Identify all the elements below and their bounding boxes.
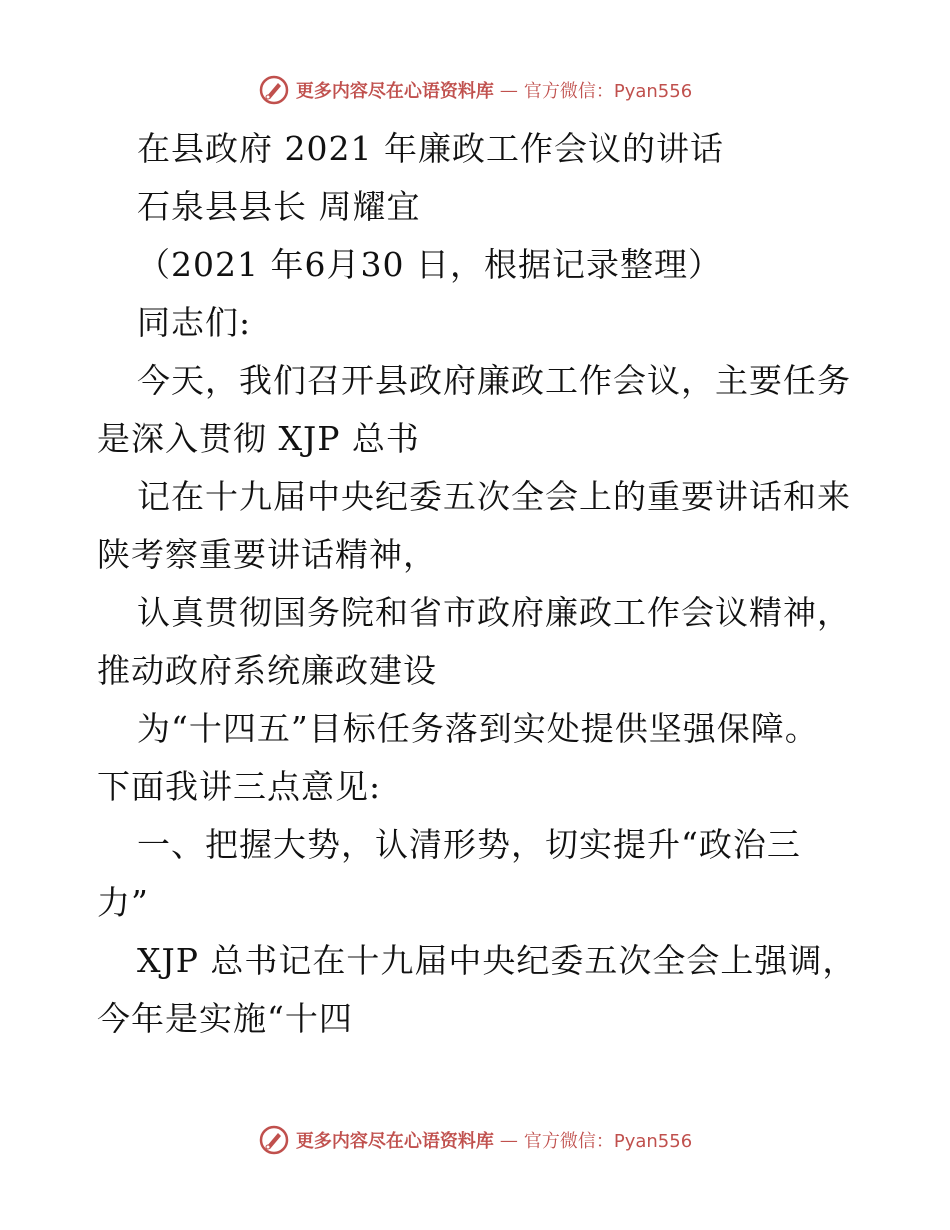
document-date-note: （2021 年6月30 日，根据记录整理） <box>137 245 722 284</box>
watermark-wechat: 官方微信：Pyan556 <box>523 1131 693 1152</box>
watermark-separator: — <box>499 79 518 101</box>
document-author: 石泉县县长 周耀宜 <box>137 187 421 226</box>
pen-circle-logo-icon <box>258 74 290 106</box>
document-body <box>97 120 867 1048</box>
paragraph-line: 推动政府系统廉政建设 <box>97 651 437 690</box>
paragraph-line: 今天，我们召开县政府廉政工作会议，主要任务 <box>137 361 851 400</box>
section-heading-cont: 力” <box>97 883 149 922</box>
paragraph-line: XJP 总书记在十九届中央纪委五次全会上强调， <box>137 941 857 980</box>
paragraph-line: 是深入贯彻 XJP 总书 <box>97 419 420 458</box>
watermark-wechat: 官方微信：Pyan556 <box>523 81 693 102</box>
paragraph-line: 今年是实施“十四 <box>97 999 353 1038</box>
section-heading: 一、把握大势，认清形势，切实提升“政治三 <box>137 825 801 864</box>
header-watermark <box>0 72 950 108</box>
pen-circle-logo-icon <box>258 1124 290 1156</box>
paragraph-line: 认真贯彻国务院和省市政府廉政工作会议精神， <box>137 593 851 632</box>
paragraph-line: 为“十四五”目标任务落到实处提供坚强保障。 <box>137 709 819 748</box>
paragraph-line: 下面我讲三点意见: <box>97 767 382 806</box>
paragraph-line: 陕考察重要讲话精神， <box>97 535 437 574</box>
document-title: 在县政府 2021 年廉政工作会议的讲话 <box>137 129 724 168</box>
watermark-text: 更多内容尽在心语资料库 <box>295 1131 494 1152</box>
document-salutation: 同志们: <box>137 303 252 342</box>
watermark-separator: — <box>499 1129 518 1151</box>
footer-watermark <box>0 1122 950 1158</box>
paragraph-line: 记在十九届中央纪委五次全会上的重要讲话和来 <box>137 477 851 516</box>
watermark-text: 更多内容尽在心语资料库 <box>295 81 494 102</box>
